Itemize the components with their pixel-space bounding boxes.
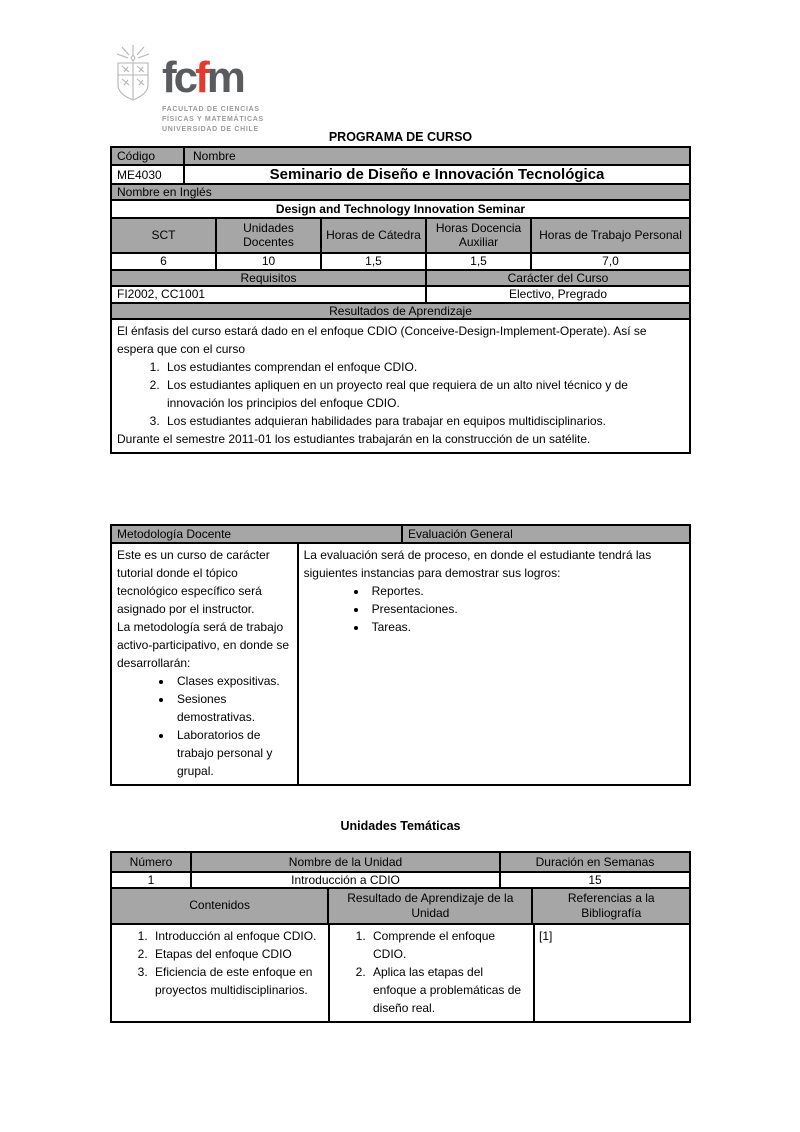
university-crest-icon — [110, 44, 156, 106]
unidades-docentes-value-cell: 10 — [215, 254, 320, 269]
resultados-item: 3. Los estudiantes adquieran habilidades para trabajar en equipos multidisciplinarios. — [163, 412, 684, 430]
page-title: PROGRAMA DE CURSO — [328, 130, 473, 144]
table-row — [112, 199, 689, 217]
nombre-unidad-value-cell: Introducción a CDIO — [190, 873, 499, 887]
caracter-header-cell: Carácter del Curso — [425, 271, 689, 285]
codigo-header-cell: Código — [112, 148, 183, 164]
table-row — [112, 183, 689, 199]
numero-header-cell: Número — [112, 853, 190, 871]
evaluacion-header-cell: Evaluación General — [401, 526, 689, 542]
evaluacion-intro: La evaluación será de proceso, en donde el estudiante tendrá las siguientes instancias para demostrar sus logros: — [303, 547, 652, 580]
evaluacion-bullet: • Reportes. — [368, 582, 684, 600]
resultado-item: 1. Comprende el enfoque CDIO. — [369, 927, 528, 963]
duracion-value-cell: 15 — [499, 873, 689, 887]
metodologia-paragraph: La metodología será de trabajo activo-participativo, en donde se desarrollarán: — [117, 619, 290, 670]
table-row — [112, 853, 689, 871]
contenidos-item: 3. Eficiencia de este enfoque en proyectos multidisciplinarios. — [151, 963, 323, 999]
contenidos-item: 2. Etapas del enfoque CDIO — [151, 945, 323, 963]
evaluacion-bullet: • Tareas. — [368, 618, 684, 636]
requisitos-header-cell: Requisitos — [112, 271, 425, 285]
requisitos-value-cell: FI2002, CC1001 — [117, 287, 206, 302]
logo-caption-line: FÍSICAS Y MATEMÁTICAS — [162, 115, 264, 123]
horas-trabajo-header-cell: Horas de Trabajo Personal — [530, 219, 689, 252]
logo-caption-line: FACULTAD DE CIENCIAS — [162, 106, 260, 113]
codigo-value-cell: ME4030 — [117, 167, 162, 182]
horas-docencia-header-cell: Horas Docencia Auxiliar — [425, 219, 530, 252]
sct-value-cell: 6 — [160, 254, 167, 269]
nombre-header-cell: Nombre — [183, 148, 689, 164]
resultados-item: 2. Los estudiantes apliquen en un proyecto real que requiera de un alto nivel técnico y de innovación los principios del enfoque CDIO. — [163, 376, 684, 412]
resultados-outro: Durante el semestre 2011-01 los estudiantes trabajarán en la construcción de un satélite. — [117, 431, 591, 446]
numero-value-cell: 1 — [147, 872, 155, 887]
nombre-unidad-header-cell: Nombre de la Unidad — [190, 853, 499, 871]
metodologia-bullet: • Sesiones demostrativas. — [173, 690, 292, 726]
resultado-unidad-header-cell: Resultado de Aprendizaje de la Unidad — [327, 889, 531, 923]
table-row — [112, 285, 689, 302]
evaluacion-bullet: • Presentaciones. — [368, 600, 684, 618]
wordmark-fc: fc — [162, 53, 196, 102]
wordmark-red-f: f — [195, 53, 207, 102]
table-row — [112, 887, 689, 923]
logo-text-block — [162, 44, 264, 134]
metodologia-bullet-list — [117, 672, 292, 780]
course-info-table — [110, 146, 691, 454]
duracion-header-cell: Duración en Semanas — [499, 853, 689, 871]
table-row — [112, 542, 689, 784]
logo-caption-line: UNIVERSIDAD DE CHILE — [162, 125, 259, 133]
horas-trabajo-value-cell: 7,0 — [530, 254, 689, 269]
table-row — [112, 269, 689, 285]
horas-catedra-header-cell: Horas de Cátedra — [320, 219, 425, 252]
evaluacion-bullet-list — [304, 582, 684, 636]
metodologia-paragraph: Este es un curso de carácter tutorial donde el tópico tecnológico específico será asignado por el instructor. — [117, 547, 270, 616]
fcfm-logo — [110, 0, 691, 133]
metodologia-bullet: • Laboratorios de trabajo personal y grupal. — [173, 726, 292, 780]
sct-header-cell: SCT — [112, 219, 215, 252]
table-row — [112, 923, 689, 1021]
resultados-header-cell: Resultados de Aprendizaje — [112, 304, 689, 318]
referencias-body-cell: [1] — [533, 925, 689, 1021]
referencias-header-cell: Referencias a la Bibliografía — [531, 889, 689, 923]
course-name-cell: Seminario de Diseño e Innovación Tecnológica — [183, 166, 689, 183]
contenidos-list — [117, 927, 323, 999]
resultados-intro: El énfasis del curso estará dado en el enfoque CDIO (Conceive-Design-Implement-Operate). Así se espera que con el curso — [117, 323, 647, 356]
table-row — [112, 217, 689, 252]
logo-caption — [162, 105, 264, 134]
resultado-body-cell — [328, 925, 533, 1021]
resultados-list — [117, 358, 684, 430]
metodologia-header-cell: Metodología Docente — [112, 526, 401, 542]
contenidos-body-cell — [112, 925, 328, 1021]
table-row — [112, 526, 689, 542]
unidades-tematicas-table — [110, 851, 691, 1023]
table-row — [112, 302, 689, 318]
resultado-item: 2. Aplica las etapas del enfoque a problemáticas de diseño real. — [369, 963, 528, 1017]
unidades-docentes-header-cell: Unidades Docentes — [215, 219, 320, 252]
unidades-tematicas-title: Unidades Temáticas — [340, 818, 461, 833]
contenidos-header-cell: Contenidos — [112, 889, 327, 923]
table-row — [112, 252, 689, 269]
table-row — [112, 318, 689, 452]
metodologia-bullet: • Clases expositivas. — [173, 672, 292, 690]
table-row — [112, 871, 689, 887]
caracter-value-cell: Electivo, Pregrado — [425, 287, 689, 302]
english-name-cell: Design and Technology Innovation Seminar — [275, 202, 526, 216]
document-page — [110, 0, 691, 1023]
horas-docencia-value-cell: 1,5 — [425, 254, 530, 269]
contenidos-item: 1. Introducción al enfoque CDIO. — [151, 927, 323, 945]
horas-catedra-value-cell: 1,5 — [320, 254, 425, 269]
resultados-body-cell — [112, 320, 689, 452]
fcfm-wordmark — [162, 53, 264, 102]
table-row — [112, 164, 689, 183]
wordmark-m: m — [206, 53, 243, 102]
metodologia-body-cell — [112, 544, 297, 784]
nombre-ingles-header-cell: Nombre en Inglés — [112, 185, 689, 199]
resultados-item: 1. Los estudiantes comprendan el enfoque CDIO. — [163, 358, 684, 376]
evaluacion-body-cell — [297, 544, 689, 784]
resultado-list — [335, 927, 528, 1017]
methodology-evaluation-table — [110, 524, 691, 786]
table-row — [112, 148, 689, 164]
